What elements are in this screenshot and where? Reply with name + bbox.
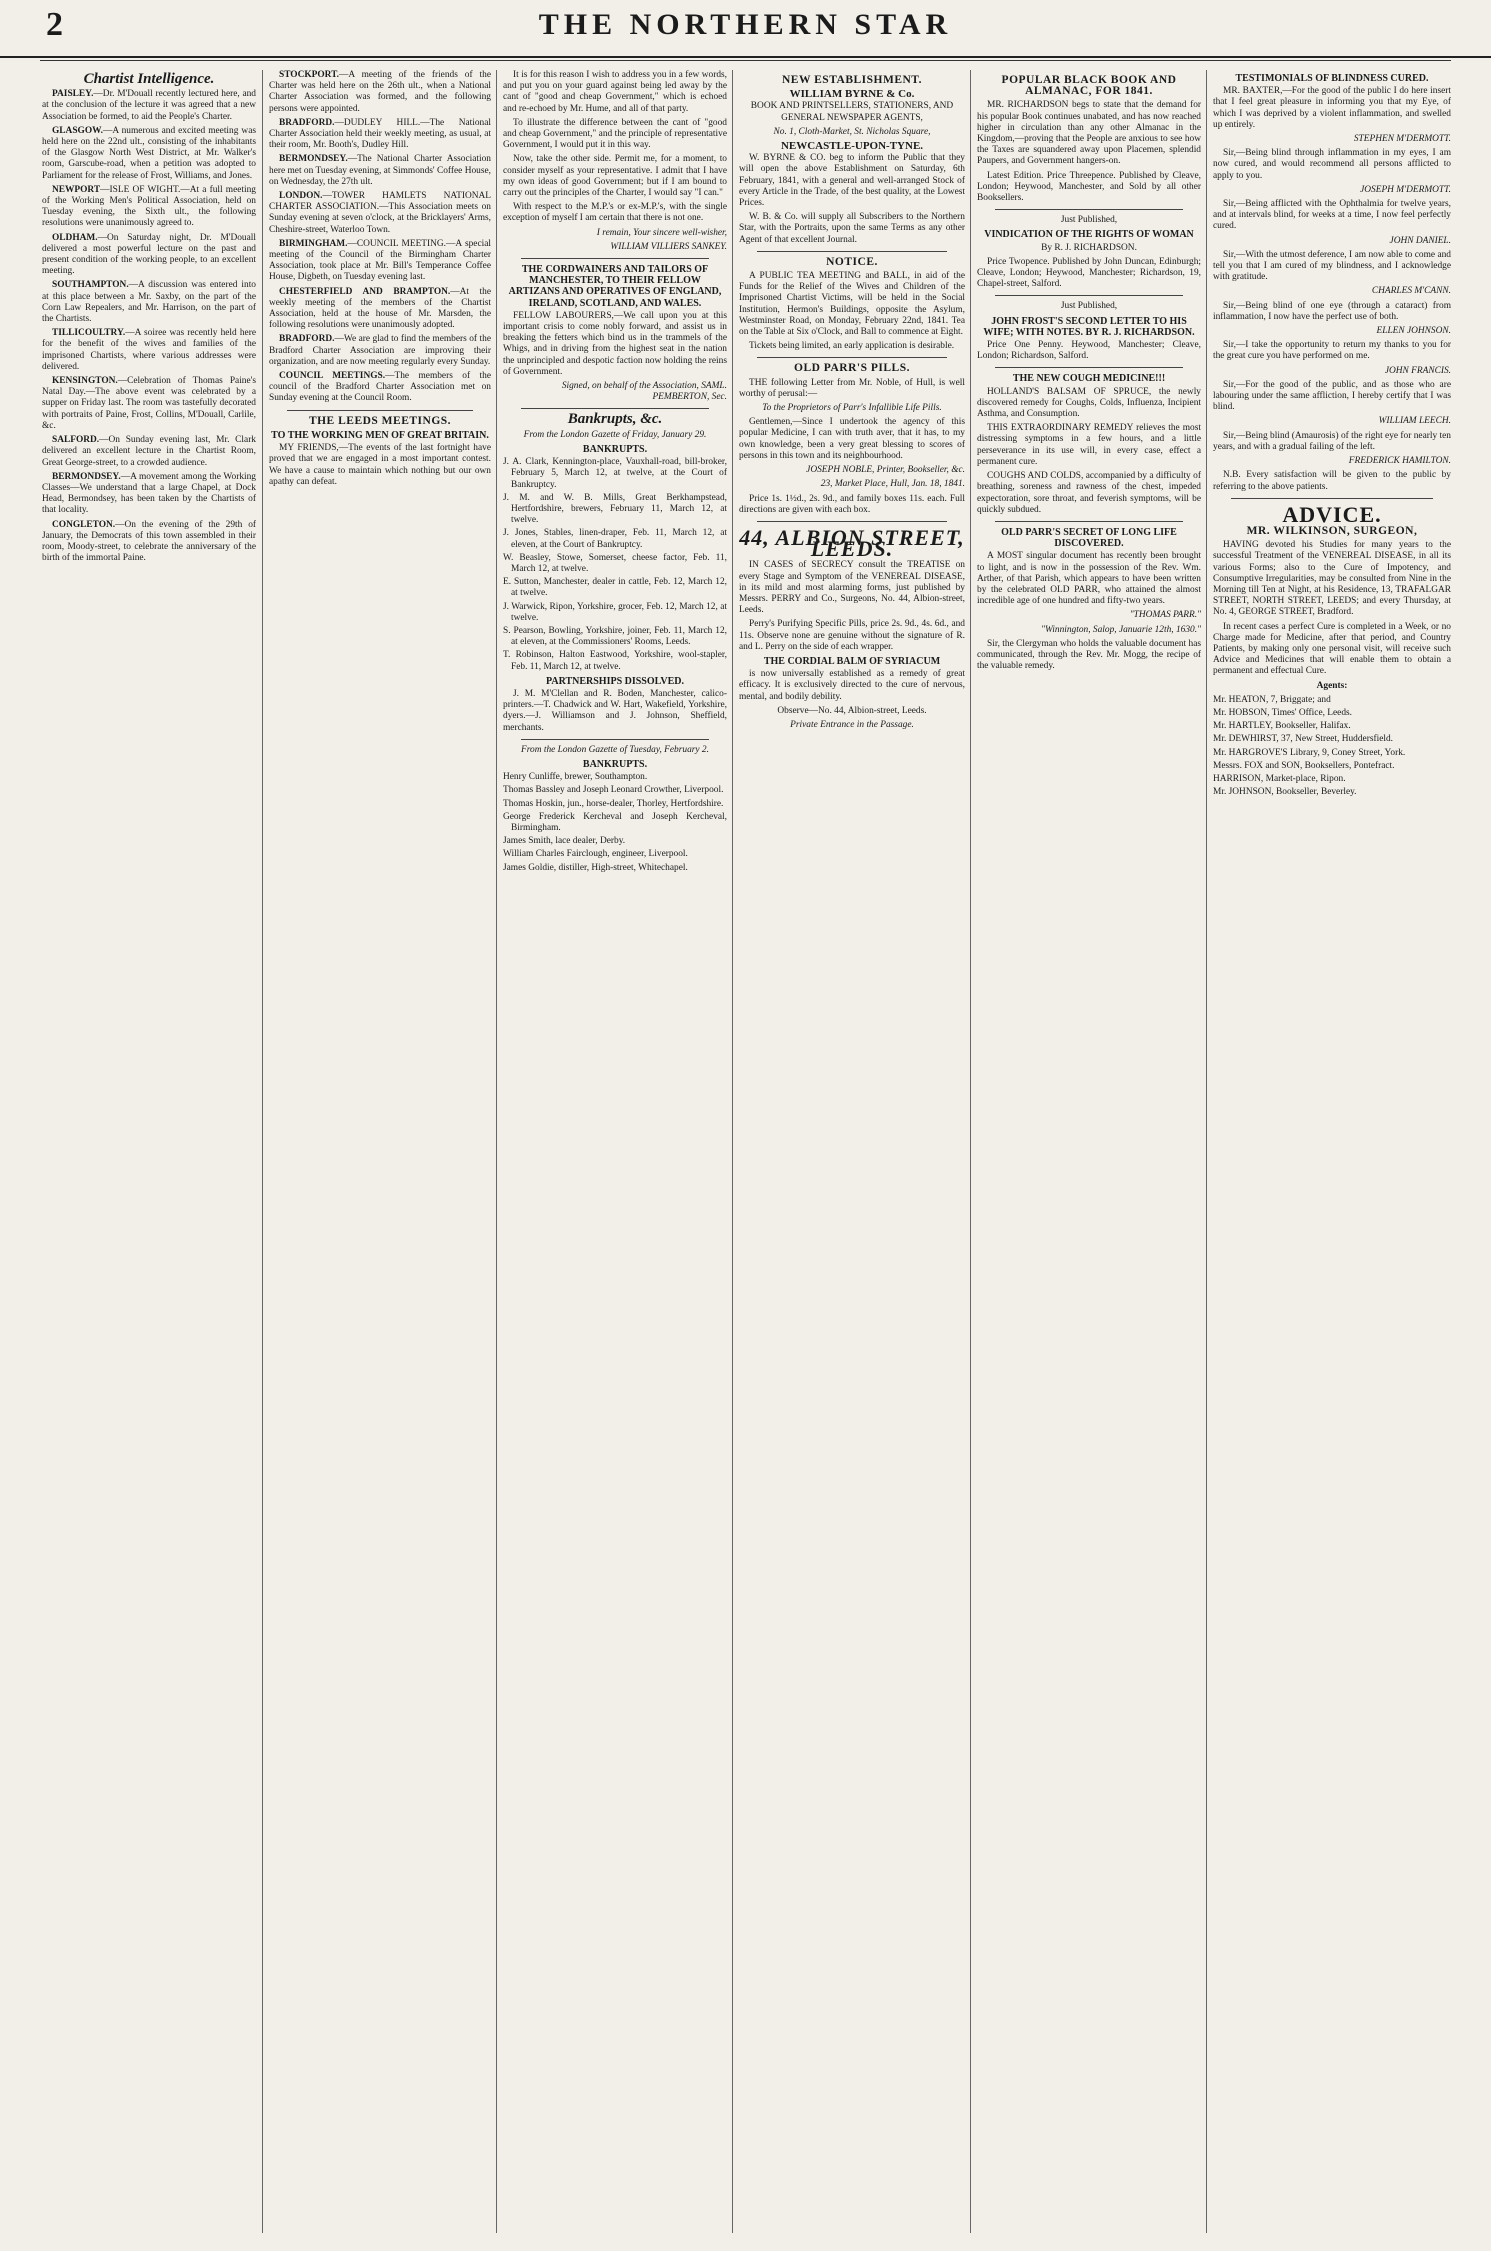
report-item [42, 89, 256, 123]
divider [995, 295, 1183, 296]
almanac-price: Latest Edition. Price Threepence. Published by Cleave, London; Heywood, Manchester, and Sold by all other Booksellers. [977, 170, 1201, 204]
report-item [269, 118, 491, 152]
report-item [269, 239, 491, 284]
bankrupt-entry: William Charles Fairclough, engineer, Liverpool. [503, 849, 688, 860]
albion-text: IN CASES of SECRECY consult the TREATISE on every Stage and Symptom of the VENEREAL DISEASE, in its mild and most alarming forms, just published by Messrs. PERRY and Co., Surgeons, No. 44, Albion-street, Leeds. [739, 560, 965, 616]
firm-town: NEWCASTLE-UPON-TYNE. [780, 140, 924, 153]
report-place: OLDHAM. [52, 232, 98, 243]
report-item [42, 376, 256, 432]
letter-paragraph: To illustrate the difference between the cant of "good and cheap Government," and the principle of representative Government, I would put it in this way. [503, 117, 727, 151]
divider [757, 357, 947, 358]
report-place: GLASGOW. [52, 125, 103, 136]
partnerships-text: J. M. M'Clellan and R. Boden, Manchester, calico-printers.—T. Chadwick and W. Hart, Wakefield, Yorkshire, dyers.—J. Williamson and J. Johnson, Sheffield, merchants. [503, 688, 727, 733]
report-place: CONGLETON. [52, 519, 116, 530]
secret-signature: "THOMAS PARR." [1129, 610, 1201, 621]
leeds-meetings-text: MY FRIENDS,—The events of the last fortnight have proved that we are engaged in a most important contest. We have a cause to maintain which nothing but our own apathy can defeat. [269, 443, 491, 487]
testimonials-note: N.B. Every satisfaction will be given to the public by referring to the above patients. [1213, 470, 1451, 492]
report-item [42, 472, 256, 517]
albion-text-2: Perry's Purifying Specific Pills, price 2s. 9d., 4s. 6d., and 11s. Observe none are genuine without the signature of R. and L. Perry on the side of each wrapper. [739, 619, 965, 652]
report-text: —The National Charter Association here met on Tuesday evening, at Simmonds' Coffee House, on Wednesday, the 27th ult. [269, 154, 491, 187]
gazette-date-1: From the London Gazette of Friday, January 29. [523, 429, 707, 440]
divider [757, 251, 947, 252]
wilkinson-heading: MR. WILKINSON, SURGEON, [1246, 524, 1418, 537]
testimonial-text: Sir,—With the utmost deference, I am now able to come and tell you that I am cured of my blindness, and I acknowledge with gratitude. [1213, 249, 1451, 283]
frost-letter-heading: JOHN FROST'S SECOND LETTER TO HIS WIFE; WITH NOTES. BY R. J. RICHARDSON. [983, 315, 1195, 338]
chartist-reports [42, 89, 256, 564]
report-text: —At the weekly meeting of the members of the Chartist Association, held at the house of Mr. Marsden, the following resolutions were unanimously adopted. [269, 286, 491, 331]
report-place: STOCKPORT. [279, 70, 340, 80]
chartist-reports-continued [269, 70, 491, 405]
report-place: SOUTHAMPTON. [52, 280, 129, 291]
bankrupt-entry: Thomas Hoskin, jun., horse-dealer, Thorley, Hertfordshire. [503, 798, 724, 809]
page-number: 2 [46, 6, 63, 43]
report-item [42, 435, 256, 469]
report-text: —DUDLEY HILL.—The National Charter Association held their weekly meeting, as usual, at their room, Mr. Booth's, Dudley Hill. [269, 117, 491, 151]
divider [757, 521, 947, 522]
bankrupts-heading: Bankrupts, &c. [567, 411, 663, 428]
notice-heading: NOTICE. [826, 255, 878, 268]
bankrupt-entry: T. Robinson, Halton Eastwood, Yorkshire, wool-stapler, Feb. 11, March 12, at twelve. [503, 650, 727, 672]
report-item [42, 126, 256, 182]
gazette-date-2: From the London Gazette of Tuesday, February 2. [521, 744, 709, 755]
firm-address: No. 1, Cloth-Market, St. Nicholas Square, [773, 126, 931, 137]
letter-paragraph: With respect to the M.P.'s or ex-M.P.'s, with the single exception of myself I am certain that there is not one. [503, 202, 727, 224]
report-item [269, 334, 491, 368]
agent-entry: Mr. HARTLEY, Bookseller, Halifax. [1213, 721, 1351, 732]
report-item [269, 287, 491, 332]
divider [995, 367, 1183, 368]
bankrupt-entry: E. Sutton, Manchester, dealer in cattle, Feb. 12, March 12, at twelve. [503, 577, 727, 599]
testimonial-signature: WILLIAM LEECH. [1378, 416, 1451, 427]
report-place: NEWPORT [52, 184, 101, 195]
albion-street-heading: 44, ALBION STREET, LEEDS. [739, 524, 965, 562]
divider [521, 258, 709, 259]
agent-entry: Messrs. FOX and SON, Booksellers, Pontefract. [1213, 760, 1395, 771]
address-note: Observe—No. 44, Albion-street, Leeds. [777, 705, 927, 716]
bankrupts-label-2: BANKRUPTS. [582, 758, 648, 770]
testimonial-signature: CHARLES M'CANN. [1371, 286, 1451, 297]
report-text: —On the evening of the 29th of January, the Democrats of this town assembled in their room, Moody-street, to celebrate the anniversary of the birth of the immortal Paine. [42, 519, 256, 564]
report-item [269, 70, 491, 115]
bankrupt-entry: J. M. and W. B. Mills, Great Berkhampstead, Hertfordshire, brewers, February 11, March 12, at twelve. [503, 492, 727, 526]
agent-entry: Mr. HOBSON, Times' Office, Leeds. [1213, 707, 1353, 718]
old-parrs-pills-heading: OLD PARR'S PILLS. [794, 362, 910, 375]
agent-entry: Mr. HEATON, 7, Briggate; and [1213, 694, 1331, 705]
partnerships-heading: PARTNERSHIPS DISSOLVED. [545, 675, 685, 687]
letter-body [503, 70, 727, 225]
newspaper-title: THE NORTHERN STAR [538, 8, 953, 41]
syriacum-heading: THE CORDIAL BALM OF SYRIACUM [763, 655, 941, 667]
report-place: TILLICOULTRY. [52, 328, 126, 339]
bankrupt-entry: S. Pearson, Bowling, Yorkshire, joiner, Feb. 11, March 12, at eleven, at the Commissioners' Rooms, Leeds. [503, 625, 727, 648]
establishment-text-2: W. B. & Co. will supply all Subscribers to the Northern Star, with the Portraits, upon the same Terms as any other Agent of that excellent Journal. [739, 212, 965, 245]
frost-letter-text: Price One Penny. Heywood, Manchester; Cleave, London; Richardson, Salford. [977, 340, 1201, 362]
pills-signature: JOSEPH NOBLE, Printer, Bookseller, &c. [806, 465, 965, 476]
new-establishment-heading: NEW ESTABLISHMENT. [781, 74, 922, 86]
report-place: BIRMINGHAM. [279, 238, 348, 249]
bankrupt-entry: J. A. Clark, Kennington-place, Vauxhall-road, bill-broker, February 5, March 12, at twelve, at the Court of Bankruptcy. [503, 457, 727, 490]
report-place: PAISLEY. [52, 89, 94, 100]
secret-text-2: Sir, the Clergyman who holds the valuable document has communicated, through the Rev. Mr. Mogg, the recipe of the valuable remedy. [977, 638, 1201, 672]
testimonial-signature: JOHN DANIEL. [1389, 235, 1451, 246]
agent-entry: Mr. HARGROVE'S Library, 9, Coney Street, York. [1213, 747, 1406, 758]
report-place: BRADFORD. [279, 334, 335, 345]
column-letter-bankrupts [496, 70, 733, 2233]
column-advertisements-2 [970, 70, 1207, 2233]
establishment-text: W. BYRNE & CO. beg to inform the Public that they will open the above Establishment on Saturday, 6th February, 1841, with a general and well-arranged Stock of every Article in the Trade, of the best quality, at the Lowest Prices. [739, 153, 965, 209]
report-item [42, 233, 256, 278]
testimonial-signature: STEPHEN M'DERMOTT. [1353, 134, 1451, 145]
pills-signature-address: 23, Market Place, Hull, Jan. 18, 1841. [820, 479, 965, 490]
letter-closing: I remain, Your sincere well-wisher, [596, 227, 727, 238]
report-place: BRADFORD. [279, 117, 335, 128]
section-title: Chartist Intelligence. [83, 71, 215, 87]
letter-paragraph: Now, take the other side. Permit me, for a moment, to consider myself as your representative. I admit that I have my own ideas of good Government; but if I am bound to carry out the principles of the Charter, I would say "I can." [503, 154, 727, 199]
testimonial-signature: JOHN FRANCIS. [1384, 365, 1451, 376]
wilkinson-text: HAVING devoted his Studies for many years to the successful Treatment of the VENEREAL DISEASE, in all its various Forms; also to the Cure of Impotency, and Consumptive Irregularities, may be consulted from Nine in the Morning till Ten at Night, at his Residence, 13, TRAFALGAR STREET, NORTH STREET, LEEDS; and every Thursday, at No. 4, GEORGE STREET, Bradford. [1213, 540, 1451, 618]
report-item [42, 520, 256, 565]
bankrupt-entry: James Smith, lace dealer, Derby. [503, 836, 626, 847]
testimonial-text: Sir,—Being blind through inflammation in my eyes, I am now cured, and would recommend all persons afflicted to apply to you. [1213, 148, 1451, 181]
leeds-meetings-subheading: TO THE WORKING MEN OF GREAT BRITAIN. [271, 429, 489, 441]
vindication-author: By R. J. RICHARDSON. [1041, 242, 1137, 253]
leeds-meetings-heading: THE LEEDS MEETINGS. [308, 414, 452, 427]
report-place: LONDON. [279, 191, 323, 202]
report-text: —A movement among the Working Classes—We understand that a large Chapel, at Dock Head, Bermondsey, has been taken by the Chartists of that locality. [42, 471, 256, 516]
agent-entry: Mr. DEWHIRST, 37, New Street, Huddersfield. [1213, 734, 1393, 745]
pills-price: Price 1s. 1½d., 2s. 9d., and family boxes 11s. each. Full directions are given with each box. [739, 493, 965, 515]
letter-paragraph: It is for this reason I wish to address you in a few words, and put you on your guard against being led away by the cant of "good and cheap Government," which is echoed and re-echoed by Mr. Hume, and all of that party. [503, 70, 727, 114]
report-item [269, 191, 491, 236]
secret-of-long-life-heading: OLD PARR'S SECRET OF LONG LIFE DISCOVERED. [1001, 526, 1177, 550]
cordwainers-text: FELLOW LABOURERS,—We call upon you at this important crisis to come nobly forward, and assist us in breaking the fetters which bind us in the trammels of the Whigs, and in driving from the highest seat in the nation the unprincipled and despotic faction now holding the reins of Government. [503, 310, 727, 377]
frost-pre: Just Published, [1060, 301, 1118, 312]
notice-text-2: Tickets being limited, an early application is desirable. [749, 341, 955, 352]
testimonial-text: Sir,—For the good of the public, and as those who are labouring under the same affliction, I hereby certify that I was blind. [1213, 379, 1451, 413]
bankrupt-entry: Henry Cunliffe, brewer, Southampton. [503, 772, 648, 783]
divider [1231, 498, 1433, 499]
report-place: KENSINGTON. [52, 376, 118, 387]
cough-text-3: COUGHS AND COLDS, accompanied by a difficulty of breathing, soreness and rawness of the chest, impeded expectoration, sore throat, and feverish symptoms, will be quickly subdued. [977, 471, 1201, 515]
bankrupt-entry: W. Beasley, Stowe, Somerset, cheese factor, Feb. 11, March 12, at twelve. [503, 552, 727, 574]
report-item [269, 154, 491, 188]
divider [995, 209, 1183, 210]
letter-signature: WILLIAM VILLIERS SANKEY. [610, 241, 727, 252]
advice-heading: ADVICE. [1282, 501, 1382, 527]
report-text: —A meeting of the friends of the Charter was held here on the 26th ult., when a National Charter Association was formed, and the following persons were appointed. [269, 70, 491, 114]
bankrupt-entry: Thomas Bassley and Joseph Leonard Crowther, Liverpool. [503, 785, 724, 796]
syriacum-text: is now universally established as a remedy of great efficacy. It is exclusively directed to the cure of nervous, mental, and bodily debility. [739, 669, 965, 702]
bankrupt-entry: George Frederick Kercheval and Joseph Kercheval, Birmingham. [503, 811, 727, 833]
report-text: —Dr. M'Douall recently lectured here, and at the conclusion of the lecture it was agreed that a new Association be formed, to aid the People's Charter. [42, 89, 256, 122]
agents-list [1213, 695, 1451, 799]
cough-text-2: THIS EXTRAORDINARY REMEDY relieves the most distressing symptoms in a few hours, and a little perseverance in its use will, in every case, effect a permanent cure. [977, 423, 1201, 467]
firm-trade: BOOK AND PRINTSELLERS, STATIONERS, AND GENERAL NEWSPAPER AGENTS, [750, 101, 954, 123]
pills-intro: THE following Letter from Mr. Noble, of Hull, is well worthy of perusal:— [739, 377, 965, 399]
divider [287, 410, 473, 411]
column-advertisements-1 [732, 70, 971, 2233]
testimonial-signature: JOSEPH M'DERMOTT. [1360, 184, 1451, 195]
secret-text: A MOST singular document has recently been brought to light, and is now in the possession of the Rev. Wm. Arther, of that Parish, which appears to have been written by the celebrated OLD PARR, who attained the almost incredible age of one hundred and fifty-two years. [977, 551, 1201, 607]
report-place: SALFORD. [52, 435, 100, 446]
report-item [269, 371, 491, 405]
report-place: BERMONDSEY. [279, 154, 348, 165]
testimonial-text: Sir,—Being blind of one eye (through a cataract) from inflammation, I now have the perfect use of both. [1213, 300, 1451, 322]
agent-entry: HARRISON, Market-place, Ripon. [1213, 773, 1346, 784]
report-text: —A soiree was recently held here for the benefit of the wives and families of the imprisoned Chartists, where various addresses were delivered. [42, 328, 256, 372]
report-text: —A discussion was entered into at this place between a Mr. Saxby, on the part of the Corn Law Repealers, and Mr. Harrison, on the part of the Chartists. [42, 280, 256, 325]
secret-signature-address: "Winnington, Salop, Januarie 12th, 1630." [1041, 624, 1201, 635]
bankrupt-entry: James Goldie, distiller, High-street, Whitechapel. [503, 862, 688, 873]
testimonial-text: Sir,—Being blind (Amaurosis) of the right eye for nearly ten years, and with a gradual failing of the left. [1213, 430, 1451, 452]
column-chartist-reports-2 [262, 70, 497, 2233]
report-place: COUNCIL MEETINGS. [279, 371, 386, 382]
divider [995, 521, 1183, 522]
bankrupts-list [503, 457, 727, 673]
report-item [42, 185, 256, 230]
wilkinson-text-2: In recent cases a perfect Cure is completed in a Week, or no Charge made for Medicine, after that period, and Country Patients, by making only one personal visit, will receive such Advice and Medicines that will enable them to obtain a permanent and effectual Cure. [1213, 621, 1451, 677]
cough-text: HOLLAND'S BALSAM OF SPRUCE, the newly discovered remedy for Coughs, Colds, Influenza, Incipient Asthma, and Consumption. [977, 386, 1201, 420]
report-text: —ISLE OF WIGHT.—At a full meeting of the Working Men's Political Association, held on Tuesday evening, the Sixth ult., the following resolutions were unanimously agreed to. [42, 184, 256, 229]
cough-medicine-heading: THE NEW COUGH MEDICINE!!! [1012, 373, 1166, 385]
report-item [42, 328, 256, 373]
testimonials-list [1213, 86, 1451, 467]
pills-letter: Gentlemen,—Since I undertook the agency of this popular Medicine, I can with truth aver, that it has, to my own knowledge, been a very great blessing to scores of persons in this town and its neighbourhood. [739, 417, 965, 461]
report-text: —A numerous and excited meeting was held here on the 22nd ult., consisting of the inhabitants of the Glasgow North West District, at Mr. Walker's room, Garscube-road, when a petition was adopted to Parliament for the release of Frost, Williams, and Jones. [42, 125, 256, 181]
notice-text: A PUBLIC TEA MEETING and BALL, in aid of the Funds for the Relief of the Wives and Children of the Imprisoned Chartist Victims, will be held in the Social Institution, Hermon's Buildings, opposite the Asylum, Westminster Road, on Monday, February 22nd, 1841. Tea on the Table at Six o'Clock, and Ball to commence at Eight. [739, 271, 965, 338]
report-item [42, 280, 256, 325]
bankrupt-entry: J. Warwick, Ripon, Yorkshire, grocer, Feb. 12, March 12, at twelve. [503, 601, 727, 623]
report-text: —On Saturday night, Dr. M'Douall delivered a most powerful lecture on the past and present condition of the working people, to an excellent meeting. [42, 232, 256, 277]
masthead [0, 0, 1491, 58]
vindication-text: Price Twopence. Published by John Duncan, Edinburgh; Cleave, London; Heywood, Manchester; Richardson, 19, Chapel-street, Salford. [977, 256, 1201, 290]
testimonial-signature: FREDERICK HAMILTON. [1348, 456, 1451, 467]
agent-entry: Mr. JOHNSON, Bookseller, Beverley. [1213, 787, 1357, 798]
bankrupts-list-2 [503, 772, 727, 874]
testimonial-text: MR. BAXTER,—For the good of the public I do here insert that I feel great pleasure in informing you that my Eye, of which I was deprived by a violent inflammation, and swelled up entirely. [1213, 86, 1451, 130]
agents-heading: Agents: [1316, 680, 1348, 691]
pills-addressee: To the Proprietors of Parr's Infallible Life Pills. [762, 403, 942, 414]
report-text: —On Sunday evening last, Mr. Clark delivered an excellent lecture in the Chartist Room, Great George-street, to a crowded audience. [42, 435, 256, 468]
report-text: —TOWER HAMLETS NATIONAL CHARTER ASSOCIATION.—This Association meets on Sunday evening at seven o'clock, at the Bricklayers' Arms, Cheshire-street, Waterloo Town. [269, 191, 491, 235]
bankrupts-label: BANKRUPTS. [582, 443, 648, 455]
report-text: —COUNCIL MEETING.—A special meeting of the Council of the Birmingham Charter Association, took place at Mr. Bill's Temperance Coffee House, Digbeth, on Tuesday evening last. [269, 238, 491, 283]
cordwainers-signature: Signed, on behalf of the Association, SAML. PEMBERTON, Sec. [561, 381, 727, 403]
column-chartist-intelligence [42, 70, 262, 2233]
divider [521, 408, 709, 409]
testimonial-signature: ELLEN JOHNSON. [1376, 326, 1451, 337]
almanac-text: MR. RICHARDSON begs to state that the demand for his popular Book continues unabated, and has now reached higher in circulation than any other Almanac in the Kingdom,—proving that the People are anxious to see how the Taxes are squandered away upon Placemen, splendid Paupers, and Government hangers-on. [977, 100, 1201, 167]
vindication-pre: Just Published, [1060, 215, 1118, 226]
firm-name: WILLIAM BYRNE & Co. [789, 88, 915, 101]
testimonial-text: Sir,—Being afflicted with the Ophthalmia for twelve years, and at intervals blind, for weeks at a time, I now feel perfectly cured. [1213, 199, 1451, 232]
vindication-heading: VINDICATION OF THE RIGHTS OF WOMAN [984, 229, 1194, 241]
report-place: CHESTERFIELD AND BRAMPTON. [279, 286, 451, 297]
testimonials-heading: TESTIMONIALS OF BLINDNESS CURED. [1235, 73, 1429, 84]
divider [521, 739, 709, 740]
report-text: —Celebration of Thomas Paine's Natal Day.—The above event was celebrated by a supper on Friday last. The room was tastefully decorated with portraits of Paine, Frost, Collins, M'Douall, Carlile, &c. [42, 376, 256, 431]
report-text: —The members of the council of the Bradford Charter Association met on Sunday evening at the Council Room. [269, 371, 492, 404]
cordwainers-heading: THE CORDWAINERS AND TAILORS OF MANCHESTER, TO THEIR FELLOW ARTIZANS AND OPERATIVES OF ENGLAND, IRELAND, SCOTLAND, AND WALES. [508, 264, 722, 309]
testimonial-text: Sir,—I take the opportunity to return my thanks to you for the great cure you have performed on me. [1213, 340, 1451, 362]
report-place: BERMONDSEY. [52, 471, 121, 482]
report-text: —We are glad to find the members of the Bradford Charter Association are improving their organization, and are now meeting regularly every Sunday. [269, 334, 491, 367]
column-testimonials [1206, 70, 1457, 2233]
bankrupt-entry: J. Jones, Stables, linen-draper, Feb. 11, March 12, at eleven, at the Court of Bankruptcy. [503, 528, 727, 550]
almanac-heading: POPULAR BLACK BOOK AND ALMANAC, FOR 1841. [1001, 74, 1177, 98]
address-note-2: Private Entrance in the Passage. [790, 719, 914, 730]
masthead-rule [40, 60, 1451, 61]
